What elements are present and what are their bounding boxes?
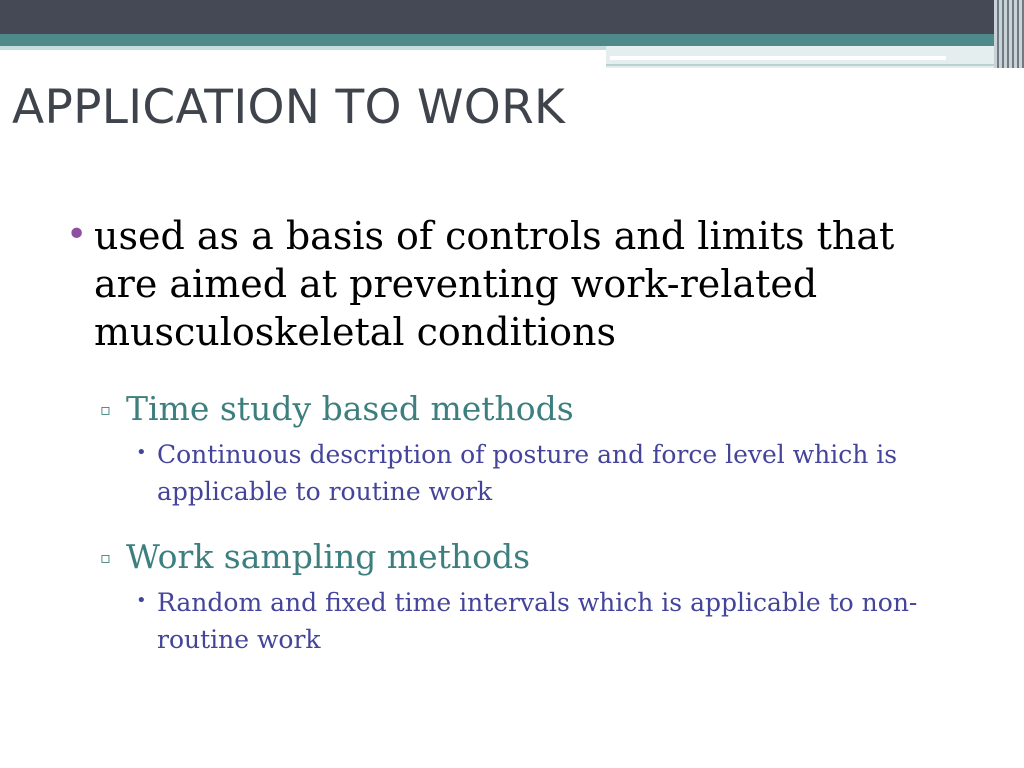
slide-title: APPLICATION TO WORK	[12, 80, 566, 135]
bullet-marker-level3: •	[136, 590, 147, 611]
bullet-marker-level2: ▫	[100, 548, 111, 567]
bullet-work-sampling: Work sampling methods	[126, 537, 531, 576]
bullet-main: used as a basis of controls and limits that are aimed at preventing work-related musculoskeletal conditions	[94, 214, 895, 354]
header-teal-band	[0, 34, 1024, 46]
header-accent-line	[610, 56, 946, 60]
header-dark-band	[0, 0, 1024, 34]
bullet-marker-level3: •	[136, 442, 147, 463]
bullet-marker-level2: ▫	[100, 400, 111, 419]
header-accent-line-thin	[606, 64, 1024, 66]
header-stripes-decoration	[994, 0, 1024, 68]
bullet-time-study: Time study based methods	[126, 389, 574, 428]
bullet-time-study-detail: Continuous description of posture and force level which is applicable to routine work	[157, 440, 898, 506]
bullet-marker-level1: •	[66, 214, 88, 255]
bullet-work-sampling-detail: Random and fixed time intervals which is applicable to non-routine work	[157, 588, 918, 654]
